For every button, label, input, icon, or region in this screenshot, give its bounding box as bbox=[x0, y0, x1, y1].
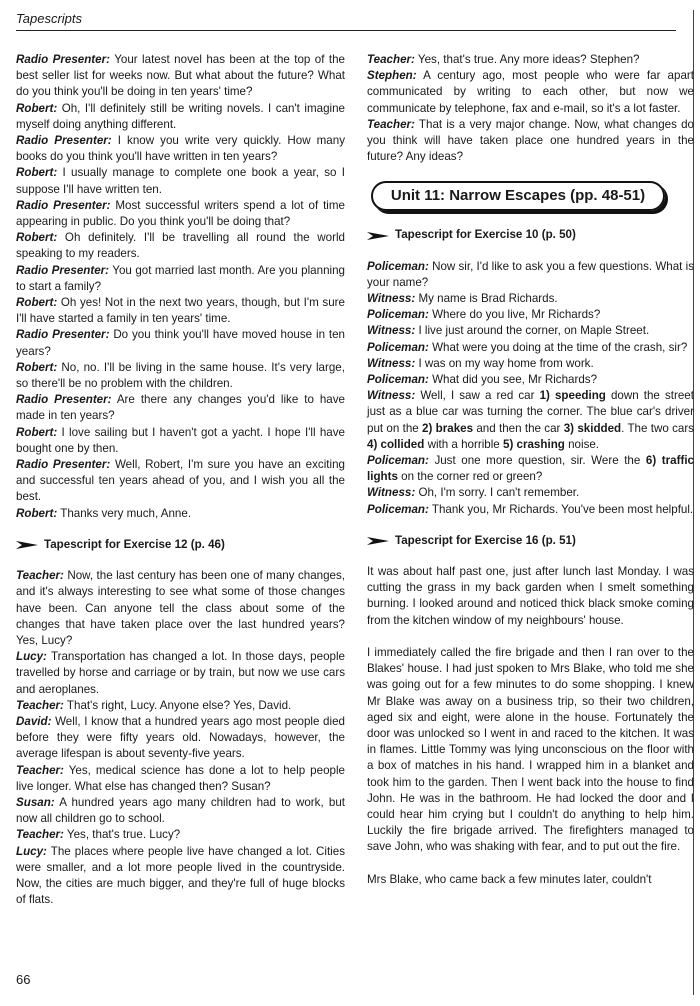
speaker-label: Witness: bbox=[367, 292, 416, 306]
dialogue-line bbox=[16, 827, 345, 843]
tapescript-heading-ex12 bbox=[16, 537, 345, 553]
speaker-label: Teacher: bbox=[367, 117, 415, 131]
dialogue-text: Most successful writers spend a lot of time appearing in public. Do you think you'll be doing that? bbox=[16, 198, 345, 229]
dialogue-text: Oh, I'm sorry. I can't remember. bbox=[418, 486, 580, 500]
page-number: 66 bbox=[16, 972, 31, 987]
right-column bbox=[367, 52, 694, 888]
speaker-label: Radio Presenter: bbox=[16, 458, 111, 472]
dialogue-line bbox=[16, 360, 345, 392]
dialogue-line bbox=[367, 68, 694, 117]
dialogue-text: I love sailing but I haven't got a yacht. I hope I'll have bought one by then. bbox=[16, 425, 345, 455]
tapescript-title: Tapescript for Exercise 16 (p. 51) bbox=[395, 533, 576, 547]
exercise-10-transcript bbox=[367, 259, 694, 518]
dialogue-text: Oh yes! Not in the next two years, though, but I'm sure I'll have started a family in ten years' time. bbox=[16, 296, 345, 326]
tapescript-heading-ex16 bbox=[367, 533, 694, 549]
dialogue-text: That is a very major change. Now, what changes do you think will have taken place one hundred years in the future? Any ideas? bbox=[367, 117, 695, 164]
dialogue-line bbox=[367, 340, 694, 356]
dialogue-text: Well, Robert, I'm sure you have an exciting and successful ten years ahead of you, and I wish you all the best. bbox=[16, 458, 345, 504]
dialogue-text: Oh, I'll definitely still be writing novels. I can't imagine myself doing anything different. bbox=[16, 101, 345, 131]
speaker-label: Policeman: bbox=[367, 454, 429, 468]
page-header bbox=[16, 10, 676, 31]
dialogue-text: A hundred years ago many children had to work, but now all children go to school. bbox=[16, 795, 345, 826]
speaker-label: Policeman: bbox=[367, 308, 429, 322]
answer-keyword: 4) collided bbox=[367, 437, 425, 451]
speaker-label: Radio Presenter: bbox=[16, 328, 110, 342]
dialogue-line bbox=[16, 698, 345, 714]
exercise-16-transcript bbox=[367, 564, 694, 888]
speaker-label: Teacher: bbox=[16, 569, 64, 583]
unit-title: Unit 11: Narrow Escapes (pp. 48-51) bbox=[390, 187, 646, 205]
dialogue-text: Do you think you'll have moved house in ten years? bbox=[16, 328, 345, 358]
speaker-label: Radio Presenter: bbox=[16, 393, 112, 407]
left-column bbox=[16, 52, 345, 908]
answer-keyword: 1) speeding bbox=[539, 389, 606, 403]
speaker-label: Teacher: bbox=[367, 53, 415, 66]
dialogue-line bbox=[367, 259, 694, 291]
speaker-label: Witness: bbox=[367, 324, 416, 338]
dialogue-line bbox=[16, 763, 345, 795]
dialogue-text: Now, the last century has been one of many changes, and it's always interesting to see what some of those changes have been. Can anyone tell the class about some of the changes that have taken place over the last hundred years? Yes, Lucy? bbox=[16, 569, 346, 647]
dialogue-line bbox=[16, 133, 345, 165]
dialogue-text: down the street just as a blue car was turning the corner. The blue car's driver put on the bbox=[367, 389, 694, 435]
dialogue-line bbox=[367, 52, 694, 68]
dialogue-text: Well, I know that a hundred years ago most people died before they were fifty years old. Nowadays, however, the average lifespan is about seventy-five years. bbox=[16, 714, 345, 761]
dialogue-text: Oh definitely. I'll be travelling all round the world speaking to my readers. bbox=[16, 231, 345, 261]
speaker-label: Robert: bbox=[16, 166, 58, 180]
tapescript-title: Tapescript for Exercise 12 (p. 46) bbox=[44, 537, 225, 551]
dialogue-text: I usually manage to complete one book a year, so I suppose I'll have written ten. bbox=[16, 166, 345, 196]
dialogue-line bbox=[16, 198, 345, 230]
arrow-icon bbox=[367, 230, 389, 242]
dialogue-text: A century ago, most people who were far apart communicated by writing to each other, but now we communicate by telephone, fax and e-mail, so it's a lot faster. bbox=[367, 69, 694, 115]
speaker-label: Stephen: bbox=[367, 69, 417, 83]
answer-keyword: 6) traffic lights bbox=[367, 454, 694, 484]
dialogue-text: Just one more question, sir. Were the bbox=[434, 454, 641, 468]
unit-title-box bbox=[371, 181, 665, 211]
dialogue-text: Where do you live, Mr Richards? bbox=[432, 308, 601, 322]
dialogue-line bbox=[16, 230, 345, 262]
header-title: Tapescripts bbox=[16, 11, 82, 26]
dialogue-line bbox=[16, 568, 345, 649]
speaker-label: David: bbox=[16, 714, 52, 728]
dialogue-line bbox=[16, 425, 345, 457]
speaker-label: Robert: bbox=[16, 101, 58, 115]
tapescript-heading-ex10 bbox=[367, 227, 694, 243]
dialogue-text: Thank you, Mr Richards. You've been most helpful. bbox=[431, 502, 694, 516]
dialogue-text: My name is Brad Richards. bbox=[418, 292, 558, 306]
dialogue-text: What did you see, Mr Richards? bbox=[432, 373, 598, 387]
dialogue-line bbox=[367, 356, 694, 372]
speaker-label: Policeman: bbox=[367, 502, 429, 516]
dialogue-line bbox=[16, 844, 345, 909]
answer-keyword: 3) skidded bbox=[563, 421, 622, 435]
answer-keyword: 2) brakes bbox=[422, 421, 474, 435]
dialogue-text: Transportation has changed a lot. In those days, people travelled by horse and carriage or by train, but now we use cars and aeroplanes. bbox=[16, 650, 345, 696]
speaker-label: Robert: bbox=[16, 296, 58, 310]
arrow-icon bbox=[367, 535, 389, 547]
dialogue-text: You got married last month. Are you planning to start a family? bbox=[16, 263, 345, 293]
dialogue-text: Your latest novel has been at the top of the best seller list for weeks now. But what about the future? What do you think you'll be doing in ten years' time? bbox=[16, 53, 346, 99]
dialogue-line bbox=[16, 263, 345, 295]
speaker-label: Teacher: bbox=[16, 828, 64, 842]
narrative-paragraph: It was about half past one, just after lunch last Monday. I was cutting the grass in my back garden when I smelt something burning. I looked around and noticed thick black smoke coming from the kitchen window of my neighbours' house. bbox=[367, 565, 694, 627]
dialogue-text: The places where people live have changed a lot. Cities were smaller, and a lot more people lived in the countryside. Now, the cities are much bigger, and they're full of huge blocks of flats. bbox=[16, 844, 345, 907]
arrow-icon bbox=[16, 539, 38, 551]
dialogue-line bbox=[367, 117, 694, 166]
dialogue-line bbox=[367, 388, 694, 453]
tapescript-title: Tapescript for Exercise 10 (p. 50) bbox=[395, 228, 576, 242]
speaker-label: Policeman: bbox=[367, 259, 429, 273]
speaker-label: Teacher: bbox=[16, 698, 64, 712]
dialogue-line bbox=[367, 291, 694, 307]
dialogue-text: . The two cars bbox=[621, 421, 694, 435]
dialogue-text: Well, I saw a red car bbox=[420, 389, 535, 403]
dialogue-text: Yes, that's true. Lucy? bbox=[66, 828, 181, 842]
speaker-label: Robert: bbox=[16, 360, 58, 374]
speaker-label: Lucy: bbox=[16, 844, 47, 858]
dialogue-line bbox=[16, 327, 345, 359]
speaker-label: Witness: bbox=[367, 389, 416, 403]
dialogue-text: with a horrible bbox=[427, 437, 500, 451]
dialogue-line bbox=[367, 502, 694, 518]
dialogue-text: Are there any changes you'd like to have made in ten years? bbox=[16, 393, 345, 423]
dialogue-line bbox=[367, 307, 694, 323]
dialogue-text: Now sir, I'd like to ask you a few questions. What is your name? bbox=[367, 259, 694, 289]
speaker-label: Policeman: bbox=[367, 340, 429, 354]
dialogue-line bbox=[16, 714, 345, 763]
dialogue-line bbox=[16, 165, 345, 197]
dialogue-line bbox=[16, 392, 345, 424]
dialogue-text: I live just around the corner, on Maple Street. bbox=[418, 324, 650, 338]
dialogue-text: What were you doing at the time of the crash, sir? bbox=[432, 340, 688, 354]
narrative-paragraph: I immediately called the fire brigade and then I ran over to the Blakes' house. I had just spoken to Mrs Blake, who told me she was going out for a few minutes to do some shopping. I knew Mr Blake was away on a business trip, so their two children, aged six and eight, were alone in the house. Fortunately the door was unlocked so I went in and raced to the kitchen. It was in flames. Little Tommy was lying unconscious on the floor with a box of matches in his hand. I wrapped him in a blanket and took him to the garden. Then I went back into the house to find John. He was in the bathroom. He had locked the door and I could hear him crying but I couldn't do anything to help him. Luckily the fire brigade arrived. The firefighters managed to save John, who was shaking with fear, and to put out the fire. bbox=[367, 645, 694, 854]
dialogue-text: on the corner red or green? bbox=[401, 470, 543, 484]
speaker-label: Robert: bbox=[16, 231, 58, 245]
dialogue-text: Thanks very much, Anne. bbox=[60, 506, 192, 520]
speaker-label: Susan: bbox=[16, 795, 55, 809]
dialogue-line bbox=[16, 101, 345, 133]
dialogue-line bbox=[16, 295, 345, 327]
dialogue-text: No, no. I'll be living in the same house. It's very large, so there'll be no problem with the children. bbox=[16, 360, 345, 391]
dialogue-line bbox=[367, 323, 694, 339]
speaker-label: Robert: bbox=[16, 506, 58, 520]
speaker-label: Witness: bbox=[367, 356, 416, 370]
dialogue-line bbox=[367, 453, 694, 485]
dialogue-text: Yes, that's true. Any more ideas? Stephen? bbox=[417, 53, 640, 66]
dialogue-text: and then the car bbox=[476, 421, 561, 435]
dialogue-line bbox=[16, 506, 345, 522]
dialogue-line bbox=[16, 649, 345, 698]
dialogue-line bbox=[367, 372, 694, 388]
exercise-12-transcript bbox=[16, 568, 345, 908]
speaker-label: Radio Presenter: bbox=[16, 263, 110, 277]
exercise-12-continued bbox=[367, 52, 694, 165]
dialogue-text: I know you write very quickly. How many books do you think you'll have written in ten years? bbox=[16, 134, 345, 164]
answer-keyword: 5) crashing bbox=[503, 437, 565, 451]
dialogue-text: I was on my way home from work. bbox=[418, 356, 594, 370]
speaker-label: Radio Presenter: bbox=[16, 198, 111, 212]
dialogue-line bbox=[16, 457, 345, 506]
dialogue-line bbox=[367, 485, 694, 501]
speaker-label: Lucy: bbox=[16, 650, 47, 664]
dialogue-line bbox=[16, 795, 345, 827]
narrative-paragraph: Mrs Blake, who came back a few minutes later, couldn't bbox=[367, 872, 652, 886]
speaker-label: Policeman: bbox=[367, 373, 429, 387]
speaker-label: Teacher: bbox=[16, 763, 64, 777]
speaker-label: Radio Presenter: bbox=[16, 53, 110, 66]
dialogue-line bbox=[16, 52, 345, 101]
dialogue-text: noise. bbox=[568, 437, 600, 451]
speaker-label: Witness: bbox=[367, 486, 416, 500]
speaker-label: Robert: bbox=[16, 425, 58, 439]
speaker-label: Radio Presenter: bbox=[16, 134, 112, 148]
dialogue-text: That's right, Lucy. Anyone else? Yes, David. bbox=[66, 698, 292, 712]
dialogue-text: Yes, medical science has done a lot to help people live longer. What else has changed then? Susan? bbox=[16, 763, 345, 793]
interview-transcript bbox=[16, 52, 345, 522]
